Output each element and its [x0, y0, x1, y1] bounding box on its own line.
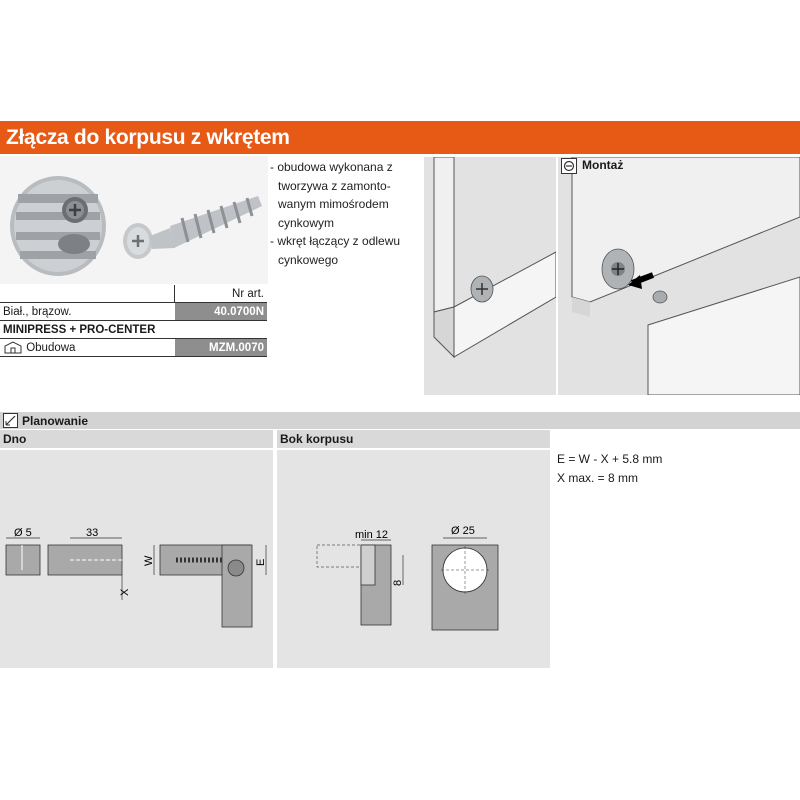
mounting-illustration-left [424, 157, 556, 395]
bok-drawing [277, 450, 550, 668]
description-line: cynkowego [278, 252, 339, 267]
article-code: MZM.0070 [175, 339, 268, 357]
dim-8: 8 [392, 579, 404, 586]
description-line: wanym mimośrodem [278, 197, 389, 211]
variant-label: Biał., brązow. [0, 303, 175, 321]
montaz-icon [561, 158, 577, 174]
dno-header-bar [0, 430, 273, 448]
dim-x: X [119, 588, 131, 596]
section-label: MINIPRESS + PRO-CENTER [0, 321, 267, 339]
dim-min12: min 12 [355, 529, 389, 541]
dno-drawing [0, 450, 273, 668]
product-image [0, 156, 268, 284]
description-line: cynkowym [278, 215, 335, 230]
housing-icon [3, 341, 23, 355]
planning-icon [3, 413, 18, 428]
article-code: 40.0700N [175, 303, 268, 321]
page-title: Złącza do korpusu z wkrętem [6, 126, 290, 149]
formula-line: X max. = 8 mm [557, 471, 639, 485]
article-table [0, 285, 267, 357]
housing-row [0, 339, 175, 357]
description-line: - obudowa wykonana z [270, 160, 393, 174]
bok-label: Bok korpusu [280, 432, 354, 446]
dim-e: E [255, 558, 267, 566]
description-line: - wkręt łączący z odlewu [270, 234, 401, 248]
product-description [270, 158, 420, 269]
formulas [557, 450, 662, 488]
housing-label: Obudowa [26, 341, 76, 354]
dno-label: Dno [3, 432, 27, 446]
dim-33: 33 [86, 527, 99, 539]
dim-d25: Ø 25 [451, 525, 475, 537]
dim-d5: Ø 5 [14, 527, 32, 539]
formula-line: E = W - X + 5.8 mm [557, 452, 663, 466]
planning-bar [0, 412, 800, 429]
montaz-label: Montaż [582, 158, 624, 172]
dim-w: W [143, 555, 155, 566]
nr-art-header: Nr art. [175, 285, 268, 303]
planning-label: Planowanie [22, 414, 89, 428]
description-line: tworzywa z zamonto- [278, 178, 391, 193]
mounting-illustration-right [558, 157, 800, 395]
